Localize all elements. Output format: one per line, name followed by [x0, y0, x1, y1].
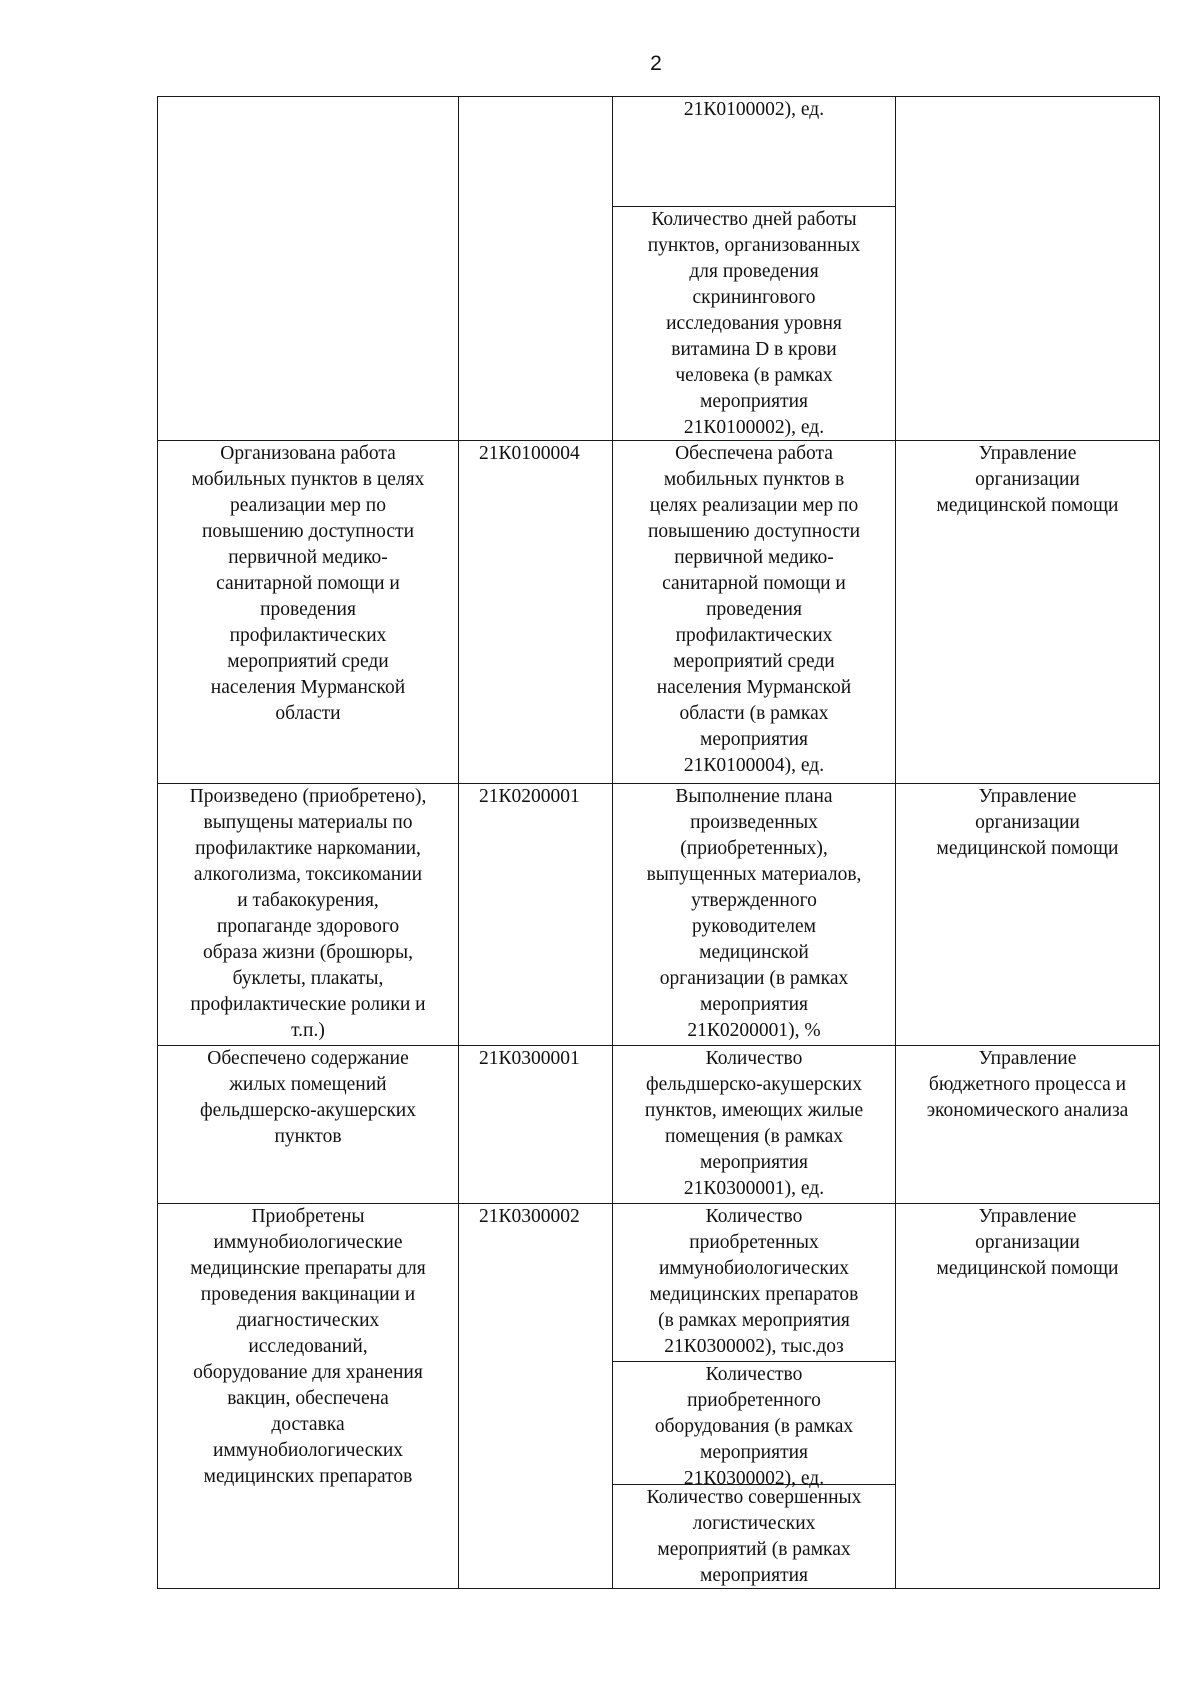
result-cell: Организована работа мобильных пунктов в целях реализации мер по повышению доступности первичной медико- санитарной помощи и проведения профилактических мероприятий среди населения Мурманской области: [158, 441, 459, 784]
indicator-cell: [613, 784, 896, 1046]
table-row: [158, 97, 1160, 441]
indicator-cell: [613, 1046, 896, 1204]
indicator-text: 21К0100002), ед.: [683, 99, 825, 120]
table-row: [158, 1046, 1160, 1204]
responsible-cell: Управление организации медицинской помощи: [896, 441, 1160, 784]
result-cell: Обеспечено содержание жилых помещений фельдшерско-акушерских пунктов: [158, 1046, 459, 1204]
result-cell: Приобретены иммунобиологические медицинские препараты для проведения вакцинации и диагностических исследований, оборудование для хранения вакцин, обеспечена доставка иммунобиологических медицинских препаратов: [158, 1204, 459, 1589]
indicator-cell: [613, 441, 896, 784]
indicator-text: Количество совершенных логистических мероприятий (в рамках мероприятия: [613, 1484, 895, 1588]
responsible-cell: [896, 97, 1160, 441]
page-number: 2: [650, 52, 662, 75]
responsible-cell: Управление бюджетного процесса и экономического анализа: [896, 1046, 1160, 1204]
indicator-text: Выполнение плана произведенных (приобретенных), выпущенных материалов, утвержденного руководителем медицинской организации (в рамках мероприятия 21К0200001), %: [646, 786, 862, 1041]
indicator-text: Количество фельдшерско-акушерских пунктов, имеющих жилые помещения (в рамках мероприятия 21К0300001), ед.: [644, 1048, 864, 1199]
indicator-cell: [613, 97, 896, 441]
result-cell: [158, 97, 459, 441]
code-cell: 21К0300001: [459, 1046, 613, 1204]
responsible-cell: Управление организации медицинской помощи: [896, 1204, 1160, 1589]
table-row: [158, 441, 1160, 784]
code-cell: 21К0100004: [459, 441, 613, 784]
result-cell: Произведено (приобретено), выпущены материалы по профилактике наркомании, алкоголизма, токсикомании и табакокурения, пропаганде здорового образа жизни (брошюры, буклеты, плакаты, профилактические ролики и т.п.): [158, 784, 459, 1046]
code-cell: 21К0300002: [459, 1204, 613, 1589]
responsible-cell: Управление организации медицинской помощи: [896, 784, 1160, 1046]
indicator-text: Количество приобретенного оборудования (в рамках мероприятия 21К0300002), ед.: [613, 1361, 895, 1484]
code-cell: 21К0200001: [459, 784, 613, 1046]
results-table: [157, 96, 1160, 1589]
indicator-text: Количество дней работы пунктов, организованных для проведения скринингового исследования уровня витамина D в крови человека (в рамках мероприятия 21К0100002), ед.: [613, 206, 895, 440]
indicator-text: Обеспечена работа мобильных пунктов в целях реализации мер по повышению доступности первичной медико- санитарной помощи и проведения профилактических мероприятий среди населения Мурманской области (в рамках мероприятия 21К0100004), ед.: [647, 443, 861, 776]
indicator-cell: [613, 1204, 896, 1589]
indicator-text: Количество приобретенных иммунобиологических медицинских препаратов (в рамках мероприятия 21К0300002), тыс.доз: [649, 1206, 859, 1357]
code-cell: [459, 97, 613, 441]
table-row: [158, 784, 1160, 1046]
table-row: [158, 1204, 1160, 1589]
